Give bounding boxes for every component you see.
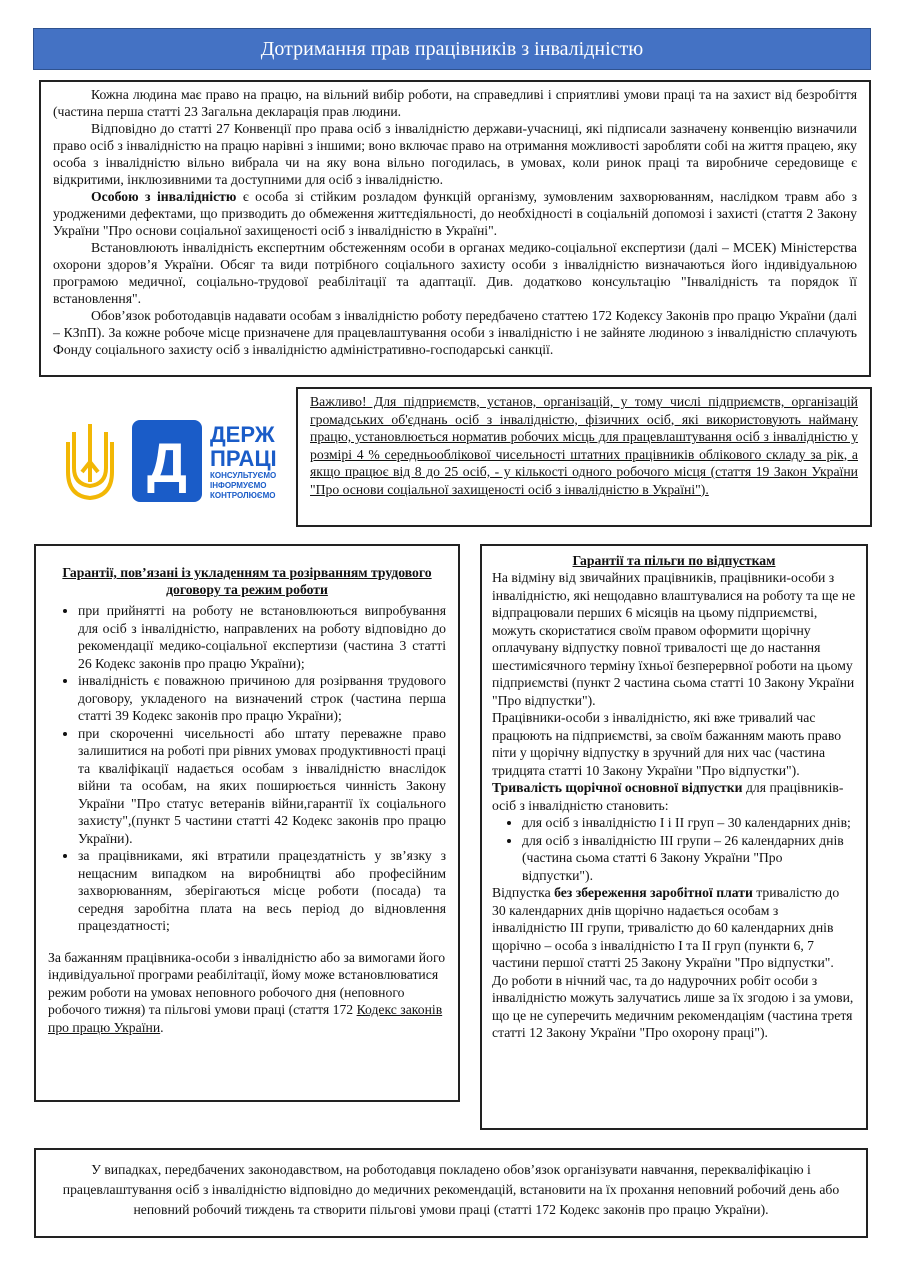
list-item: • для осіб з інвалідністю III групи – 26 календарних днів (частина сьома статті 6 Закону України "Про відпустки"). bbox=[522, 832, 856, 885]
intro-section bbox=[39, 80, 871, 377]
definition-term: Особою з інвалідністю bbox=[91, 189, 237, 204]
intro-paragraph-4: Встановлюють інвалідність експертним обстеженням особи в органах медико-соціальної експертизи (далі – МСЕК) Міністерства охорони здоров’я України. Обсяг та види потрібного соціального захисту особи з інвалідністю визначаються його індивідуальною програмою медичної, соціально-трудової реабілітації та адаптації. Див. додатково консультацію "Інвалідність та порядок її встановлення". bbox=[53, 240, 857, 306]
part-time-text: За бажанням працівника-особи з інвалідністю або за вимогами його індивідуальної програми реабілітації, йому може встановлюватися режим роботи на умовах неповного робочого дня (неповного робочого тижня) та пільгові умови праці (стаття 172 bbox=[48, 949, 446, 1017]
logo-line-2: ПРАЦІ bbox=[210, 446, 277, 471]
list-item: • при скороченні чисельності або штату переважне право залишитися на роботі при рівних умовах продуктивності праці та кваліфікації надається особам з інвалідністю внаслідок війни та особам, на яких поширюється чинність Закону України "Про статус ветеранів війни,гарантії їх соціального захисту",(пункт 5 частини статті 42 Кодекс законів про працю України). bbox=[78, 725, 446, 848]
list-item: • для осіб з інвалідністю I і II груп – 30 календарних днів; bbox=[522, 814, 856, 832]
vacation-paragraph-1: На відміну від звичайних працівників, працівники-особи з інвалідністю, які нещодавно влаштувалися на роботу та ще не відпрацювали перших 6 місяців на цьому підприємстві, можуть скористатися своїм правом оформити щорічну оплачувану відпустку повної тривалості ще до настання шестимісячного терміну їхньої безперервної роботи на цьому підприємстві (пункт 2 частина сьома статті 10 Закону України "Про відпустки"). bbox=[492, 570, 856, 708]
vacation-paragraph-2: Працівники-особи з інвалідністю, які вже тривалий час працюють на підприємстві, за своїм бажанням мають право піти у щорічну відпустку в зручний для них час (частина тридцята статті 10 Закону України "Про відпустки"). bbox=[492, 710, 842, 778]
intro-paragraph-2: Відповідно до статті 27 Конвенції про права осіб з інвалідністю держави-учасниці, які підписали зазначену конвенцію визначили право осіб з інвалідністю на працю нарівні з іншими; воно включає право на отримання можливості заробляти собі на життя працею, яку особа з інвалідністю вільно вибрала чи на яку вона вільно погодилась, в умовах, коли ринок праці та виробниче середовище є відкритими, інклюзивними та доступними для осіб з інвалідністю. bbox=[53, 121, 857, 187]
vacation-paragraph-4 bbox=[492, 884, 856, 972]
unpaid-leave-start: Відпустка bbox=[492, 885, 555, 900]
trident-emblem-icon bbox=[60, 412, 290, 512]
intro-paragraph-5: Обов’язок роботодавців надавати особам з інвалідністю роботу передбачено статтею 172 Кодексу Законів про працю України (далі – КЗпП). За кожне робоче місце призначене для працевлаштування особи з інвалідністю і не зайняте людиною з інвалідністю сплачують Фонду соціального захисту осіб з інвалідністю адміністративно-господарські санкції. bbox=[53, 308, 857, 357]
definition-text: є особа зі стійким розладом функцій організму, зумовленим захворюванням, наслідком травм або з уродженими дефектами, що призводить до обмеження життєдіяльності, до необхідності в соціальній допомозі і захисті (стаття 2 Закону України "Про основи соціальної захищеності осіб з інвалідністю в Україні". bbox=[53, 189, 857, 238]
derzhpratsi-logo bbox=[60, 412, 290, 512]
vacation-paragraph-3 bbox=[492, 779, 856, 814]
employment-guarantees-heading: Гарантії, пов’язані із укладенням та розірванням трудового договору та режим роботи bbox=[62, 565, 432, 597]
logo-tagline-3: КОНТРОЛЮЄМО bbox=[210, 491, 276, 500]
unpaid-leave-term: без збереження заробітної плати bbox=[554, 885, 753, 900]
intro-paragraph-1: Кожна людина має право на працю, на вільний вибір роботи, на справедливі і сприятливі умови праці та на захист від безробіття (частина перша статті 23 Загальна декларація прав людини. bbox=[53, 87, 857, 119]
important-notice bbox=[296, 387, 872, 527]
labor-code-link[interactable]: Кодекс законів про працю України bbox=[48, 1002, 443, 1035]
logo-tagline-2: ІНФОРМУЄМО bbox=[210, 481, 267, 490]
training-obligation-section bbox=[34, 1148, 868, 1238]
list-item: • за працівниками, які втратили працездатність у зв’язку з нещасним випадком на виробництві або професійним захворюванням, зберігаються місце роботи (посада) та середня заробітна плата на весь період до відновлення працездатності; bbox=[78, 847, 446, 935]
list-item: • при прийнятті на роботу не встановлюються випробування для осіб з інвалідністю, направлених на роботу відповідно до рекомендації медико-соціальної експертизи (частина 3 статті 26 Кодекс законів про працю України); bbox=[78, 602, 446, 672]
logo-letter: Д bbox=[147, 431, 187, 494]
vacation-guarantees-section bbox=[480, 544, 868, 1130]
intro-paragraph-3 bbox=[53, 188, 857, 239]
part-time-paragraph bbox=[48, 949, 446, 1037]
list-item: • інвалідність є поважною причиною для розірвання трудового договору, укладеного на визначений строк (частина перша статті 39 Кодекс законів про працю України); bbox=[78, 672, 446, 725]
employment-guarantees-section bbox=[34, 544, 460, 1102]
vacation-duration-term: Тривалість щорічної основної відпустки bbox=[492, 780, 743, 795]
page-title: Дотримання прав працівників з інвалідністю bbox=[33, 28, 871, 70]
vacation-paragraph-5: До роботи в нічний час, та до надурочних робіт особи з інвалідністю можуть залучатись лише за їх згодою і за умови, що це не суперечить медичним рекомендаціям (частина третя статті 12 Закону України "Про охорону праці"). bbox=[492, 972, 854, 1040]
training-obligation-text: У випадках, передбачених законодавством, на роботодавця покладено обов’язок організувати навчання, перекваліфікацію і працевлаштування осіб з інвалідністю відповідно до медичних рекомендацій, встановити на їх прохання неповний робочий день або неповний робочий тиждень та створити пільгові умови праці (статті 172 Кодекс законів про працю України). bbox=[62, 1162, 840, 1217]
employment-guarantees-list bbox=[48, 602, 446, 935]
vacation-guarantees-heading: Гарантії та пільги по відпусткам bbox=[572, 553, 776, 568]
part-time-end: . bbox=[160, 1019, 164, 1035]
logo-line-1: ДЕРЖ bbox=[210, 422, 275, 447]
important-text: Важливо! Для підприємств, установ, організацій, у тому числі підприємств, організацій громадських об'єднань осіб з інвалідністю, фізичних осіб, які використовують найману працю, установлюється норматив робочих місць для працевлаштування осіб з інвалідністю у розмірі 4 % середньооблікової чисельності штатних працівників облікового складу за рік, а якщо працює від 8 до 25 осіб, - у кількості одного робочого місця (стаття 19 Закон України "Про основи соціальної захищеності осіб з інвалідністю в Україні"). bbox=[310, 394, 858, 497]
unpaid-leave-text: тривалістю до 30 календарних днів щорічно надається особам з інвалідністю III групи, тривалістю до 60 календарних днів щорічно – особа з інвалідністю I та II груп (пункти 6, 7 частини першої статті 25 Закону України "Про відпустки". bbox=[492, 885, 840, 970]
vacation-duration-list bbox=[492, 814, 856, 884]
logo-tagline-1: КОНСУЛЬТУЄМО bbox=[210, 471, 277, 480]
vacation-duration-text: для працівників-осіб з інвалідністю становить: bbox=[492, 780, 844, 813]
